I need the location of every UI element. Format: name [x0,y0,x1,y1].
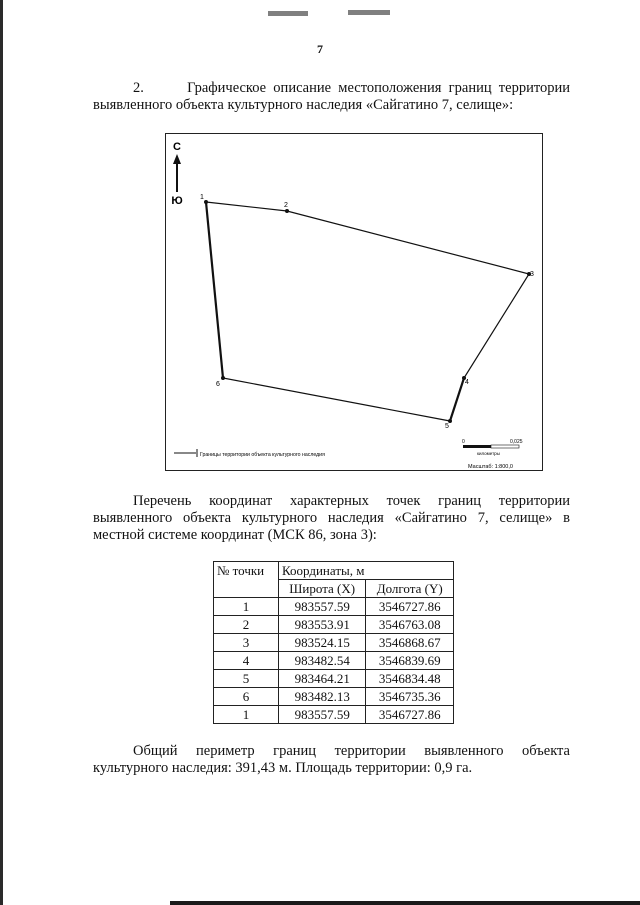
cell-latitude: 983557.59 [279,598,366,616]
cell-point: 3 [214,634,279,652]
cell-point: 2 [214,616,279,634]
cell-latitude: 983464.21 [279,670,366,688]
header-coordinates: Координаты, м [279,562,454,580]
north-label: С [173,141,181,153]
coordinates-intro [93,493,570,544]
table-row [214,634,454,652]
cell-latitude: 983482.13 [279,688,366,706]
cell-latitude: 983553.91 [279,616,366,634]
vertex-label-5: 5 [445,423,449,430]
cell-longitude: 3546868.67 [366,634,454,652]
vertex-2 [285,209,289,213]
cell-point: 1 [214,706,279,724]
section-heading-line-2: выявленного объекта культурного наследия «Сайгатино 7, селище»: [93,97,514,113]
cell-longitude: 3546727.86 [366,598,454,616]
vertex-label-1: 1 [200,194,204,201]
cell-point: 6 [214,688,279,706]
scale-bar-light [491,445,519,448]
section-heading-line-1: 2. Графическое описание местоположения границ территории [133,80,570,96]
cell-latitude: 983482.54 [279,652,366,670]
cell-longitude: 3546763.08 [366,616,454,634]
scale-unit: километры [477,451,500,456]
table-row [214,688,454,706]
scan-bottom-edge [170,901,640,905]
legend-text: Границы территории объекта культурного наследия [200,452,325,458]
table-header-row [214,562,454,580]
vertex-6 [221,376,225,380]
cell-longitude: 3546735.36 [366,688,454,706]
cell-longitude: 3546839.69 [366,652,454,670]
cell-point: 5 [214,670,279,688]
section-number: 2. [133,80,144,96]
table-row [214,652,454,670]
scale-bar-dark [463,445,491,448]
table-row [214,670,454,688]
south-label: Ю [171,195,183,207]
cell-point: 4 [214,652,279,670]
cell-latitude: 983557.59 [279,706,366,724]
page-number: 7 [317,42,323,56]
vertex-1 [204,200,208,204]
vertex-label-3: 3 [530,271,534,278]
cell-latitude: 983524.15 [279,634,366,652]
coordinates-table [213,561,454,724]
scale-end: 0,025 [510,439,523,445]
section-heading [93,80,570,114]
cell-longitude: 3546727.86 [366,706,454,724]
header-longitude: Долгота (Y) [366,580,454,598]
north-arrow-head [173,154,181,164]
scale-ratio: Масштаб: 1:800,0 [468,464,513,470]
cell-point: 1 [214,598,279,616]
summary-line-2: культурного наследия: 391,43 м. Площадь территории: 0,9 га. [93,760,473,776]
coordinates-intro-line-1: Перечень координат характерных точек границ территории [133,493,570,509]
boundary-segment-1-6 [206,202,223,378]
scan-artifact [348,10,390,15]
summary [93,743,570,777]
header-point-number: № точки [214,562,279,598]
table-row [214,598,454,616]
table-row [214,706,454,724]
coordinates-intro-line-2: выявленного объекта культурного наследия «Сайгатино 7, селище» в [93,510,570,526]
boundary-segment-4-5 [450,378,464,421]
territory-boundary [206,202,529,421]
vertex-label-6: 6 [216,381,220,388]
summary-line-1: Общий периметр границ территории выявленного объекта [133,743,570,759]
table-row [214,616,454,634]
boundary-map [165,133,543,471]
boundary-map-canvas [166,134,544,472]
vertex-label-4: 4 [465,379,469,386]
scale-zero: 0 [462,439,465,445]
coordinates-intro-line-3: местной системе координат (МСК 86, зона 3): [93,527,377,543]
header-latitude: Широта (X) [279,580,366,598]
cell-longitude: 3546834.48 [366,670,454,688]
vertex-label-2: 2 [284,202,288,209]
scan-artifact [268,11,308,16]
scan-left-edge [0,0,3,905]
